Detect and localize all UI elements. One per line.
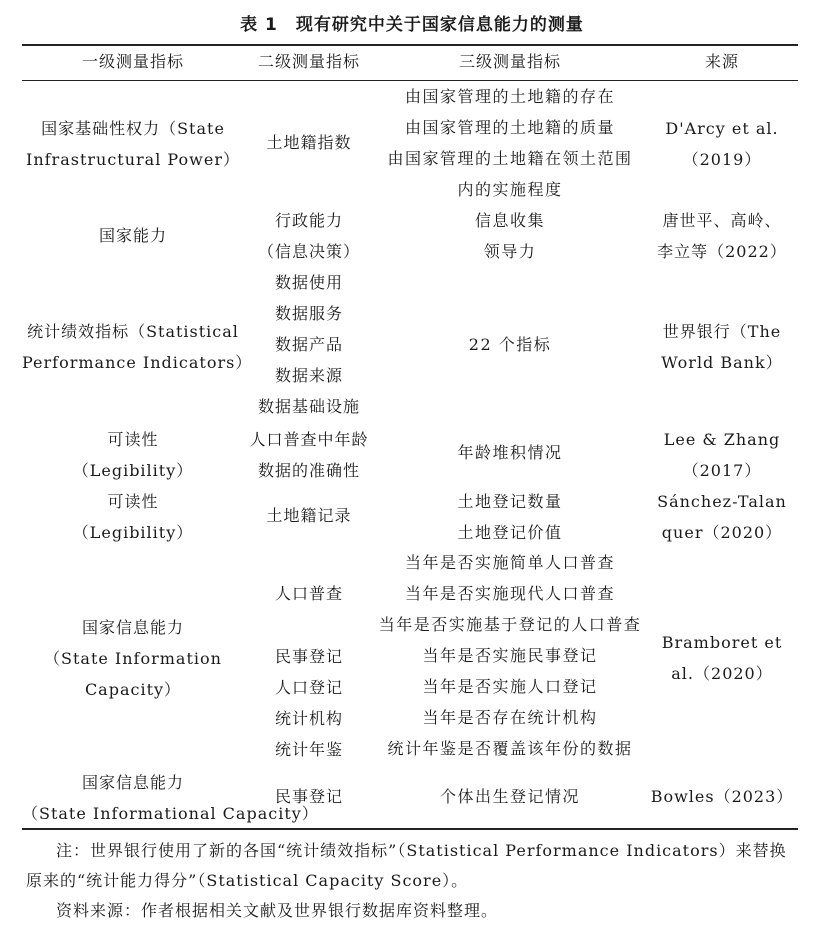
header-source: 来源 [704, 52, 739, 71]
row1-source: D'Arcy et al. （2019） [665, 119, 779, 169]
row4-level2: 人口普查中年龄 数据的准确性 [249, 430, 369, 480]
row7-level3: 个体出生登记情况 [439, 787, 580, 806]
row3-source: 世界银行（The World Bank） [661, 322, 783, 372]
row6-level1: 国家信息能力 （State Information Capacity） [44, 618, 222, 699]
row4-source: Lee & Zhang （2017） [663, 430, 781, 480]
table-note: 注：世界银行使用了新的各国“统计绩效指标”（Statistical Performance Indicators）来替换 原来的“统计能力得分”（Statistical Capacity Score）。 [26, 841, 787, 890]
row3-level2: 数据使用 数据服务 数据产品 数据来源 数据基础设施 [257, 273, 360, 416]
data-source-note: 资料来源：作者根据相关文献及世界银行数据库资料整理。 [56, 901, 499, 920]
row5-level3: 土地登记数量 土地登记价值 [457, 492, 563, 542]
row2-level2: 行政能力 （信息决策） [257, 211, 360, 261]
row5-source: Sánchez-Talan quer（2020） [657, 492, 787, 542]
header-level3: 三级测量指标 [458, 52, 561, 71]
row6-level2-census: 人口普查 [274, 584, 343, 603]
row5-level1: 可读性 （Legibility） [72, 492, 194, 542]
row5-level2: 土地籍记录 [266, 506, 352, 525]
row4-level1: 可读性 （Legibility） [72, 430, 194, 480]
row1-level1: 国家基础性权力（State Infrastructural Power） [26, 119, 240, 169]
row2-source: 唐世平、高岭、 李立等（2022） [657, 211, 787, 261]
row6-level2-registry: 民事登记 人口登记 统计机构 统计年鉴 [274, 647, 343, 759]
header-level2: 二级测量指标 [257, 52, 360, 71]
row7-level1: 国家信息能力 （State Informational Capacity） [22, 773, 319, 823]
row1-level3: 由国家管理的土地籍的存在 由国家管理的土地籍的质量 由国家管理的土地籍在领土范围 内的实施程度 [387, 87, 633, 199]
row3-level1: 统计绩效指标（Statistical Performance Indicators） [22, 322, 253, 372]
table-title: 表 1 现有研究中关于国家信息能力的测量 [240, 15, 584, 35]
row4-level3: 年龄堆积情况 [457, 443, 563, 462]
row3-level3: 22 个指标 [468, 335, 552, 354]
row6-source: Bramboret et al.（2020） [661, 633, 783, 683]
row1-level2: 土地籍指数 [266, 133, 352, 152]
row6-level3: 当年是否实施简单人口普查 当年是否实施现代人口普查 当年是否实施基于登记的人口普查 当年是否实施民事登记 当年是否实施人口登记 当年是否存在统计机构 统计年鉴是否覆盖该年份的数据 [378, 553, 642, 758]
row7-level2: 民事登记 [274, 787, 343, 806]
header-level1: 一级测量指标 [81, 52, 184, 71]
row7-source: Bowles（2023） [650, 787, 794, 806]
row2-level3: 信息收集 领导力 [474, 211, 545, 261]
row2-level1: 国家能力 [98, 226, 167, 245]
